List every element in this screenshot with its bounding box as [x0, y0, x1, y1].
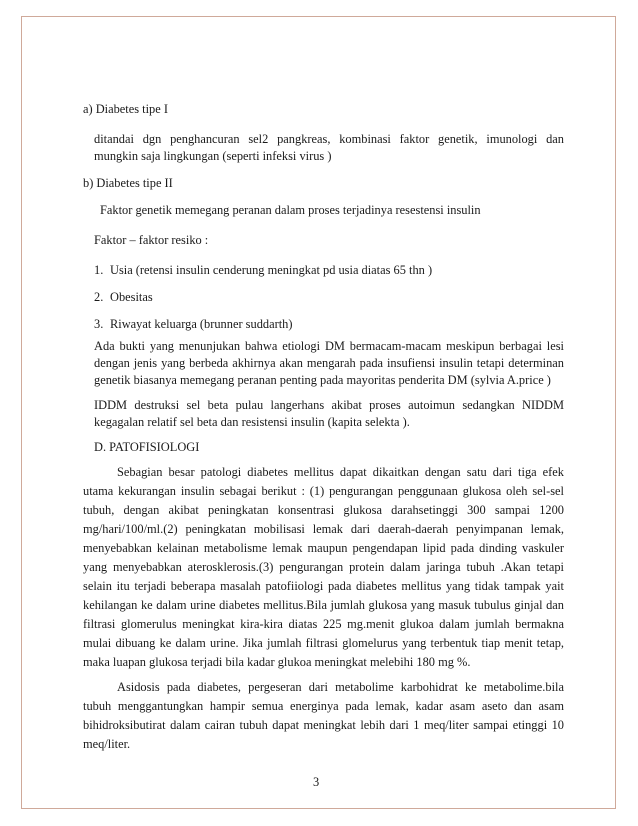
etiology-line: Ada bukti yang menunjukan bahwa etiologi DM bermacam-macam meskipun berbagai lesi [94, 339, 564, 353]
acidosis-line: Asidosis pada diabetes, pergeseran dari metabolime karbohidrat ke metabolime.bila [117, 680, 564, 694]
pathophysiology-line: utama kekurangan insulin sebagai berikut : (1) pengurangan penggunaan glukosa oleh sel-sel [83, 484, 564, 498]
etiology-line: genetik biasanya memegang peranan penting pada mayoritas penderita DM (sylvia A.price ) [94, 373, 551, 387]
risk-factor-item [94, 316, 292, 332]
diabetes-type1-heading: a) Diabetes tipe I [83, 102, 168, 116]
pathophysiology-heading: D. PATOFISIOLOGI [94, 440, 200, 454]
diabetes-type2-desc: Faktor genetik memegang peranan dalam proses terjadinya resestensi insulin [100, 203, 481, 217]
pathophysiology-line: mulai dibuang ke dalam urine. Jika jumlah filtrasi glomelurus yang terbentuk tiap menit tetap, [83, 636, 564, 650]
iddm-line: IDDM destruksi sel beta pulau langerhans akibat proses autoimun sedangkan NIDDM [94, 398, 564, 412]
pathophysiology-line: yang menyebabkan aterosklerosis.(3) pengurangan protein dalam jaringa tubuh .Akan tetapi [83, 560, 564, 574]
risk-factor-text: Riwayat keluarga (brunner suddarth) [110, 317, 293, 331]
pathophysiology-line: selain itu terjadi beberapa masalah patofiiologi pada diabetes mellitus yang tidak tampak yait [83, 579, 564, 593]
risk-factor-number: 3. [94, 317, 104, 331]
diabetes-type1-desc-line: mungkin saja lingkungan (seperti infeksi virus ) [94, 149, 332, 163]
iddm-line: kegagalan relatif sel beta dan resistensi insulin (kapita selekta ). [94, 415, 410, 429]
pathophysiology-line: maka luapan glukosa terjadi bila kadar glukoa meningkat melebihi 180 mg %. [83, 655, 471, 669]
risk-factor-item [94, 289, 153, 305]
pathophysiology-line: menyebabkan kelainan metabolisme lemak maupun pengendapan lipid pada dinding vaskuler [83, 541, 564, 555]
risk-factor-text: Obesitas [110, 290, 153, 304]
pathophysiology-line: mg/hari/100/ml.(2) peningkatan mobilisasi lemak dari daerah-daerah penyimpanan lemak, [83, 522, 564, 536]
diabetes-type1-desc-line: ditandai dgn penghancuran sel2 pangkreas, kombinasi faktor genetik, imunologi dan [94, 132, 564, 146]
risk-factors-heading: Faktor – faktor resiko : [94, 233, 209, 247]
risk-factor-number: 1. [94, 263, 104, 277]
page-number: 3 [313, 775, 320, 789]
risk-factor-text: Usia (retensi insulin cenderung meningkat pd usia diatas 65 thn ) [110, 263, 433, 277]
pathophysiology-line: filtrasi glomerulus meningkat kira-kira diatas 225 mg.menit glukoa dalam jumlah bermakna [83, 617, 564, 631]
risk-factor-number: 2. [94, 290, 104, 304]
pathophysiology-line: Sebagian besar patologi diabetes mellitus dapat dikaitkan dengan satu dari tiga efek [117, 465, 564, 479]
risk-factor-item [94, 262, 432, 278]
diabetes-type2-heading: b) Diabetes tipe II [83, 176, 173, 190]
etiology-line: dengan jenis yang berbeda akhirnya akan mengarah pada insufiensi insulin tetapi determinan [94, 356, 564, 370]
pathophysiology-line: kehilangan ke dalam urine diabetes mellitus.Bila jumlah glukosa yang masuk tubulus ginjal dan [83, 598, 564, 612]
acidosis-line: bihidroksibutirat dalam cairan tubuh dapat meningkat lebih dari 1 meq/liter sampai etinggi 10 [83, 718, 564, 732]
acidosis-line: meq/liter. [83, 737, 131, 751]
pathophysiology-line: tubuh, dengan akibat peningkatan konsentrasi glukosa darahsetinggi 300 sampai 1200 [83, 503, 564, 517]
acidosis-line: tubuh menggantungkan hampir semua energinya pada lemak, kadar asam aseto dan asam [83, 699, 564, 713]
